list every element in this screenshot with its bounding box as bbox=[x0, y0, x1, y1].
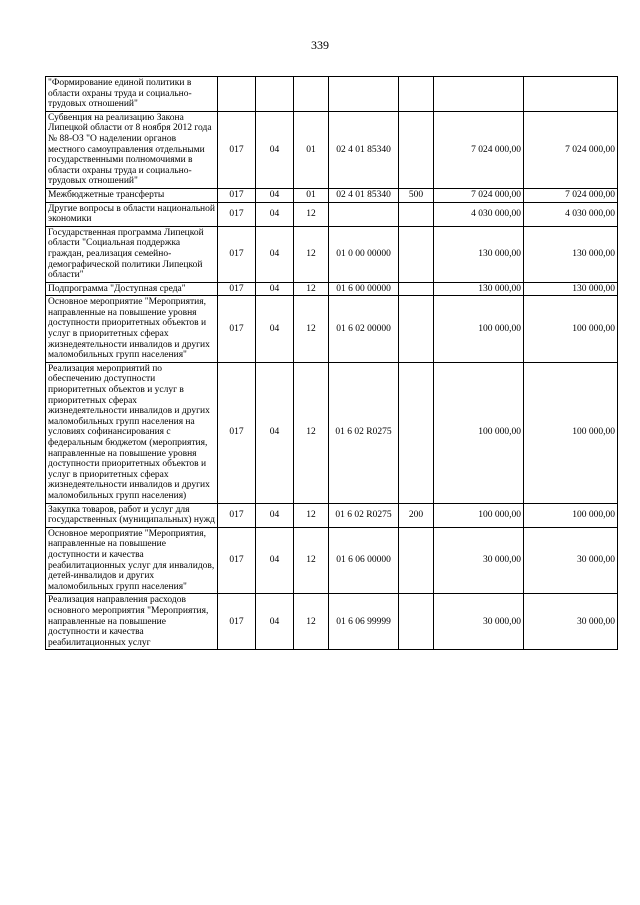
table-row bbox=[46, 296, 618, 363]
page-number: 339 bbox=[311, 38, 329, 52]
section-code-cell: 04 bbox=[256, 111, 294, 188]
amount-year2-cell: 130 000,00 bbox=[524, 282, 618, 296]
admin-code-cell: 017 bbox=[218, 527, 256, 594]
amount-year2-cell bbox=[524, 77, 618, 112]
amount-year2-cell: 100 000,00 bbox=[524, 296, 618, 363]
amount-year2-cell: 130 000,00 bbox=[524, 226, 618, 282]
table-row bbox=[46, 202, 618, 226]
article-code-cell: 01 6 02 R0275 bbox=[329, 362, 399, 503]
admin-code-cell bbox=[218, 77, 256, 112]
expense-type-cell bbox=[399, 594, 434, 650]
subsection-code-cell: 01 bbox=[294, 111, 329, 188]
row-name-cell: Реализация направления расходов основного мероприятия "Мероприятия, направленные на повышение доступности и качества реабилитационных услуг bbox=[46, 594, 218, 650]
amount-year1-cell: 7 024 000,00 bbox=[434, 188, 524, 202]
table-row bbox=[46, 188, 618, 202]
row-name-cell: Другие вопросы в области национальной экономики bbox=[46, 202, 218, 226]
expense-type-cell bbox=[399, 111, 434, 188]
amount-year2-cell: 7 024 000,00 bbox=[524, 111, 618, 188]
amount-year1-cell: 30 000,00 bbox=[434, 594, 524, 650]
admin-code-cell: 017 bbox=[218, 282, 256, 296]
subsection-code-cell: 12 bbox=[294, 202, 329, 226]
section-code-cell: 04 bbox=[256, 362, 294, 503]
subsection-code-cell: 12 bbox=[294, 594, 329, 650]
row-name-cell: Основное мероприятие "Мероприятия, направленные на повышение уровня доступности приоритетных объектов и услуг в приоритетных сферах жизнедеятельности инвалидов и других маломобильных групп населения" bbox=[46, 296, 218, 363]
amount-year2-cell: 4 030 000,00 bbox=[524, 202, 618, 226]
section-code-cell: 04 bbox=[256, 296, 294, 363]
table-row bbox=[46, 282, 618, 296]
table-row bbox=[46, 226, 618, 282]
admin-code-cell: 017 bbox=[218, 594, 256, 650]
admin-code-cell: 017 bbox=[218, 296, 256, 363]
table-row bbox=[46, 503, 618, 527]
amount-year1-cell: 4 030 000,00 bbox=[434, 202, 524, 226]
table-row bbox=[46, 362, 618, 503]
budget-table-body bbox=[46, 77, 618, 650]
admin-code-cell: 017 bbox=[218, 503, 256, 527]
row-name-cell: Государственная программа Липецкой области "Социальная поддержка граждан, реализация семейно-демографической политики Липецкой области" bbox=[46, 226, 218, 282]
section-code-cell: 04 bbox=[256, 282, 294, 296]
subsection-code-cell: 12 bbox=[294, 296, 329, 363]
article-code-cell bbox=[329, 202, 399, 226]
article-code-cell bbox=[329, 77, 399, 112]
row-name-cell: Основное мероприятие "Мероприятия, направленные на повышение доступности и качества реабилитационных услуг для инвалидов, детей-инвалидов и других маломобильных групп населения" bbox=[46, 527, 218, 594]
section-code-cell: 04 bbox=[256, 527, 294, 594]
admin-code-cell: 017 bbox=[218, 362, 256, 503]
amount-year1-cell: 100 000,00 bbox=[434, 503, 524, 527]
article-code-cell: 01 6 00 00000 bbox=[329, 282, 399, 296]
expense-type-cell: 500 bbox=[399, 188, 434, 202]
expense-type-cell bbox=[399, 77, 434, 112]
table-row bbox=[46, 77, 618, 112]
amount-year2-cell: 30 000,00 bbox=[524, 527, 618, 594]
article-code-cell: 02 4 01 85340 bbox=[329, 111, 399, 188]
amount-year1-cell: 100 000,00 bbox=[434, 296, 524, 363]
row-name-cell: Субвенция на реализацию Закона Липецкой области от 8 ноября 2012 года № 88-ОЗ "О наделении органов местного самоуправления отдельными государственными полномочиями в области охраны труда и социально-трудовых отношений" bbox=[46, 111, 218, 188]
table-row bbox=[46, 527, 618, 594]
admin-code-cell: 017 bbox=[218, 226, 256, 282]
row-name-cell: Реализация мероприятий по обеспечению доступности приоритетных объектов и услуг в приоритетных сферах жизнедеятельности инвалидов и других маломобильных групп населения на условиях софинансирования с федеральным бюджетом (мероприятия, направленные на повышение уровня доступности приоритетных объектов и услуг в приоритетных сферах жизнедеятельности инвалидов и других маломобильных групп населения) bbox=[46, 362, 218, 503]
row-name-cell: Закупка товаров, работ и услуг для государственных (муниципальных) нужд bbox=[46, 503, 218, 527]
article-code-cell: 01 6 02 00000 bbox=[329, 296, 399, 363]
amount-year1-cell: 130 000,00 bbox=[434, 282, 524, 296]
amount-year2-cell: 100 000,00 bbox=[524, 362, 618, 503]
expense-type-cell bbox=[399, 282, 434, 296]
subsection-code-cell: 12 bbox=[294, 362, 329, 503]
subsection-code-cell: 12 bbox=[294, 503, 329, 527]
subsection-code-cell: 12 bbox=[294, 226, 329, 282]
article-code-cell: 01 0 00 00000 bbox=[329, 226, 399, 282]
section-code-cell: 04 bbox=[256, 594, 294, 650]
subsection-code-cell bbox=[294, 77, 329, 112]
article-code-cell: 02 4 01 85340 bbox=[329, 188, 399, 202]
amount-year2-cell: 7 024 000,00 bbox=[524, 188, 618, 202]
section-code-cell: 04 bbox=[256, 188, 294, 202]
expense-type-cell bbox=[399, 202, 434, 226]
budget-table bbox=[45, 76, 618, 650]
amount-year1-cell: 30 000,00 bbox=[434, 527, 524, 594]
expense-type-cell bbox=[399, 362, 434, 503]
article-code-cell: 01 6 06 99999 bbox=[329, 594, 399, 650]
subsection-code-cell: 12 bbox=[294, 527, 329, 594]
expense-type-cell bbox=[399, 527, 434, 594]
row-name-cell: "Формирование единой политики в области охраны труда и социально-трудовых отношений" bbox=[46, 77, 218, 112]
table-row bbox=[46, 111, 618, 188]
amount-year1-cell: 7 024 000,00 bbox=[434, 111, 524, 188]
row-name-cell: Подпрограмма "Доступная среда" bbox=[46, 282, 218, 296]
admin-code-cell: 017 bbox=[218, 188, 256, 202]
section-code-cell bbox=[256, 77, 294, 112]
table-row bbox=[46, 594, 618, 650]
amount-year1-cell: 100 000,00 bbox=[434, 362, 524, 503]
section-code-cell: 04 bbox=[256, 226, 294, 282]
amount-year1-cell bbox=[434, 77, 524, 112]
expense-type-cell bbox=[399, 296, 434, 363]
section-code-cell: 04 bbox=[256, 503, 294, 527]
expense-type-cell bbox=[399, 226, 434, 282]
admin-code-cell: 017 bbox=[218, 202, 256, 226]
amount-year1-cell: 130 000,00 bbox=[434, 226, 524, 282]
row-name-cell: Межбюджетные трансферты bbox=[46, 188, 218, 202]
admin-code-cell: 017 bbox=[218, 111, 256, 188]
amount-year2-cell: 30 000,00 bbox=[524, 594, 618, 650]
expense-type-cell: 200 bbox=[399, 503, 434, 527]
subsection-code-cell: 01 bbox=[294, 188, 329, 202]
article-code-cell: 01 6 02 R0275 bbox=[329, 503, 399, 527]
article-code-cell: 01 6 06 00000 bbox=[329, 527, 399, 594]
subsection-code-cell: 12 bbox=[294, 282, 329, 296]
amount-year2-cell: 100 000,00 bbox=[524, 503, 618, 527]
section-code-cell: 04 bbox=[256, 202, 294, 226]
